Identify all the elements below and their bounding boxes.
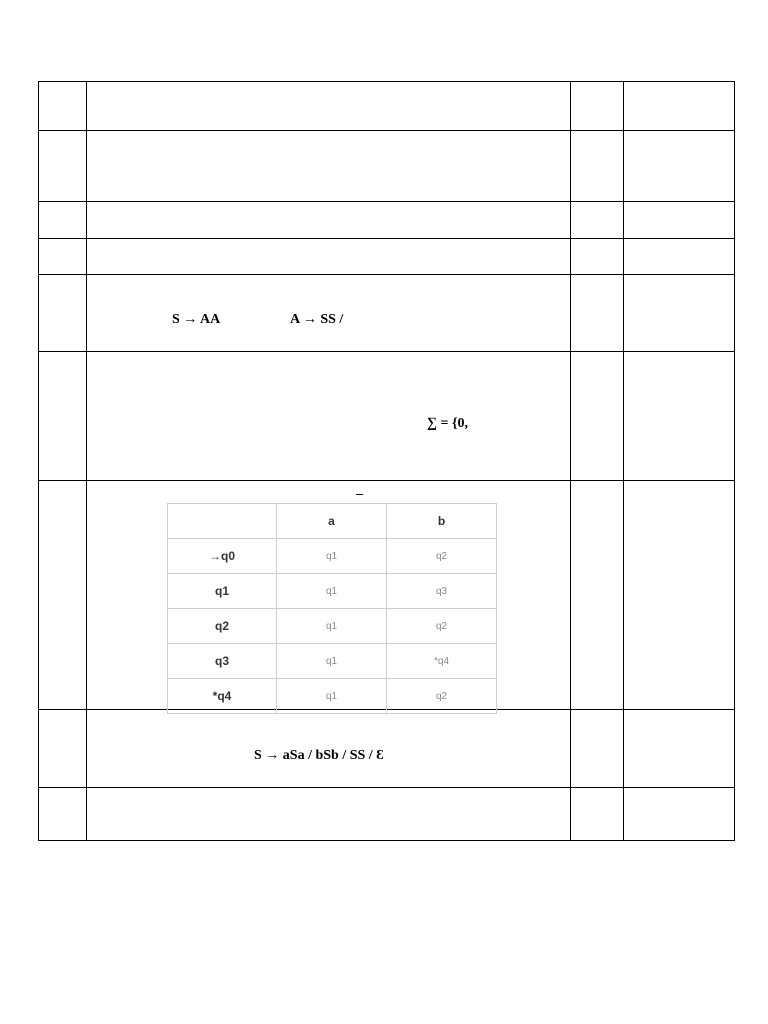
header-symbol-b: b: [387, 504, 497, 539]
transition-a-cell: q1: [277, 609, 387, 644]
grammar-rule-palindrome: S → aSa / bSb / SS / Ɛ: [254, 748, 384, 763]
transition-b-cell: q2: [387, 679, 497, 714]
transition-b-cell: q2: [387, 609, 497, 644]
header-symbol-a: a: [277, 504, 387, 539]
alphabet-definition: ∑ = {0,: [427, 416, 468, 431]
column-divider-marks: [623, 81, 624, 841]
row-divider: [38, 351, 735, 352]
transition-b-cell: q2: [387, 539, 497, 574]
header-state: [168, 504, 277, 539]
question-table: [38, 81, 735, 841]
transition-row: [168, 609, 497, 644]
grammar-rule-s: S → AA: [172, 312, 221, 327]
transition-b-cell: *q4: [387, 644, 497, 679]
transition-row: [168, 644, 497, 679]
row-divider: [38, 238, 735, 239]
grammar-rule-a: A → SS /: [290, 312, 344, 327]
transition-table-image: [167, 503, 496, 709]
transition-a-cell: q1: [277, 539, 387, 574]
state-cell: q2: [168, 609, 277, 644]
state-cell: q1: [168, 574, 277, 609]
transition-a-cell: q1: [277, 574, 387, 609]
state-cell: q3: [168, 644, 277, 679]
blank-marker: _: [356, 482, 363, 497]
transition-row: [168, 679, 497, 714]
transition-row: [168, 539, 497, 574]
transition-row: [168, 574, 497, 609]
transition-a-cell: q1: [277, 644, 387, 679]
transition-header-row: [168, 504, 497, 539]
column-divider-question: [570, 81, 571, 841]
row-divider: [38, 130, 735, 131]
transition-table: [167, 503, 497, 714]
row-divider: [38, 480, 735, 481]
transition-b-cell: q3: [387, 574, 497, 609]
transition-a-cell: q1: [277, 679, 387, 714]
row-divider: [38, 201, 735, 202]
row-divider: [38, 274, 735, 275]
column-divider-number: [86, 81, 87, 841]
state-cell: *q4: [168, 679, 277, 714]
row-divider: [38, 787, 735, 788]
state-cell: →q0: [168, 539, 277, 574]
